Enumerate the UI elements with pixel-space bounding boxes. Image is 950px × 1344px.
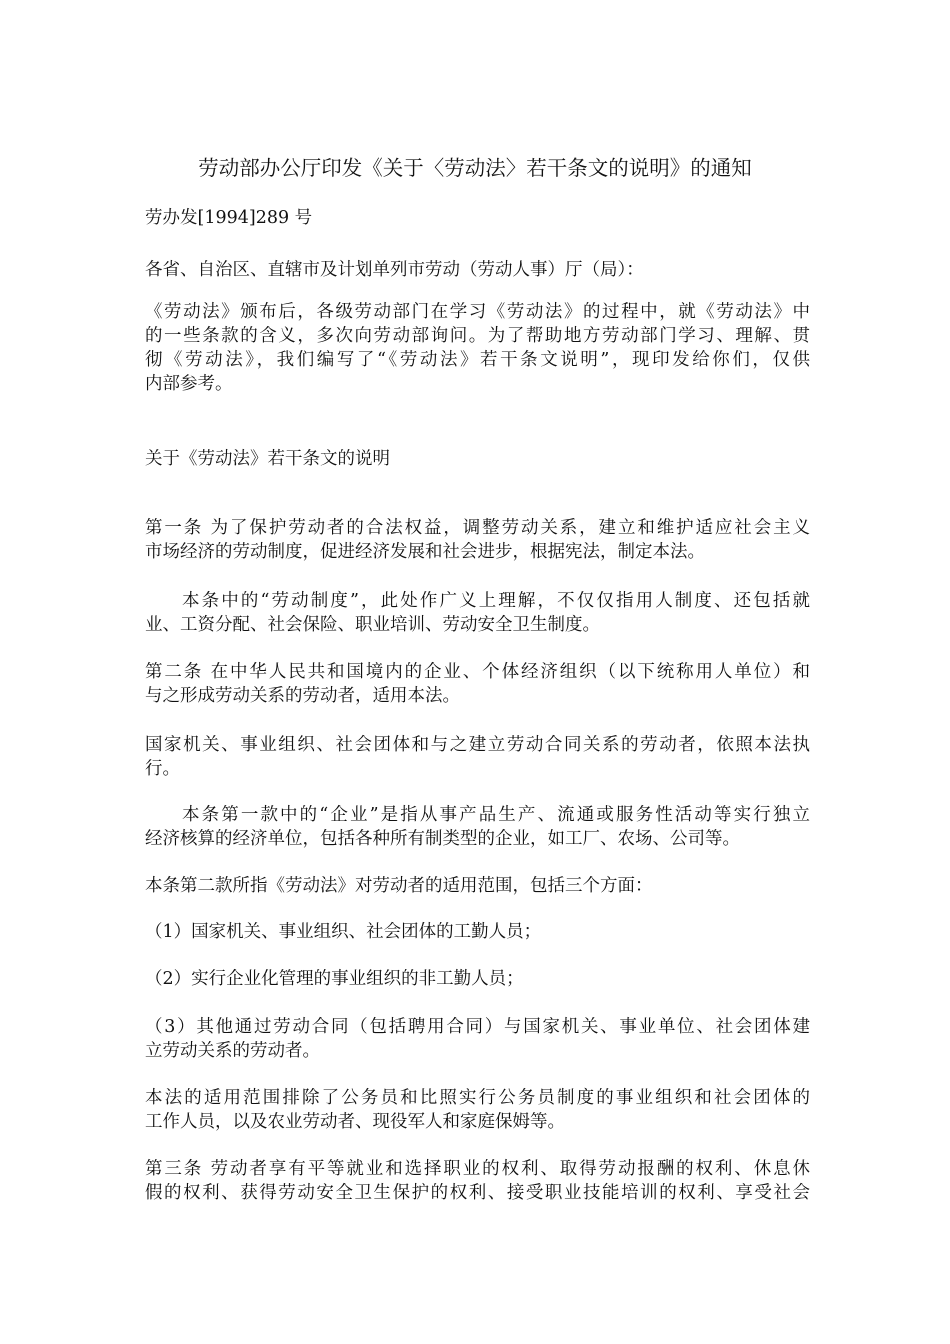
text-line: 第二条 在中华人民共和国境内的企业、个体经济组织（以下统称用人单位）和 <box>145 662 810 682</box>
scope-item-2: （2）实行企业化管理的事业组织的非工勤人员； <box>145 969 524 989</box>
text-line: 本条中的“劳动制度”，此处作广义上理解，不仅仅指用人制度、还包括就 <box>182 591 810 611</box>
text-line: 市场经济的劳动制度，促进经济发展和社会进步，根据宪法，制定本法。 <box>145 542 705 562</box>
text-line: 工作人员，以及农业劳动者、现役军人和家庭保姆等。 <box>145 1112 565 1132</box>
text-line: 《劳动法》颁布后，各级劳动部门在学习《劳动法》的过程中，就《劳动法》中 <box>145 302 810 322</box>
text-line: 假的权利、获得劳动安全卫生保护的权利、接受职业技能培训的权利、享受社会 <box>145 1183 810 1203</box>
text-line: 本条第一款中的“企业”是指从事产品生产、流通或服务性活动等实行独立 <box>182 805 810 825</box>
text-line: 经济核算的经济单位，包括各种所有制类型的企业，如工厂、农场、公司等。 <box>145 829 740 849</box>
text-line: 国家机关、事业组织、社会团体和与之建立劳动合同关系的劳动者，依照本法执 <box>145 735 810 755</box>
article-2-note-2: 本条第二款所指《劳动法》对劳动者的适用范围，包括三个方面： <box>145 876 653 896</box>
text-line: 第三条 劳动者享有平等就业和选择职业的权利、取得劳动报酬的权利、休息休 <box>145 1159 810 1179</box>
document-title: 劳动部办公厅印发《关于〈劳动法〉若干条文的说明》的通知 <box>198 156 752 180</box>
scope-item-1: （1）国家机关、事业组织、社会团体的工勤人员； <box>145 922 542 942</box>
text-line: 行。 <box>145 759 180 779</box>
text-line: 彻《劳动法》，我们编写了“《劳动法》若干条文说明”，现印发给你们，仅供 <box>145 350 810 370</box>
article-2-paragraph-2 <box>145 733 810 781</box>
section-subtitle: 关于《劳动法》若干条文的说明 <box>145 449 390 469</box>
article-1-note <box>145 589 810 637</box>
text-line: 业、工资分配、社会保险、职业培训、劳动安全卫生制度。 <box>145 615 600 635</box>
text-line: 与之形成劳动关系的劳动者，适用本法。 <box>145 686 460 706</box>
text-line: 第一条 为了保护劳动者的合法权益，调整劳动关系，建立和维护适应社会主义 <box>145 518 810 538</box>
scope-item-3 <box>145 1015 810 1063</box>
text-line: （3）其他通过劳动合同（包括聘用合同）与国家机关、事业单位、社会团体建 <box>145 1017 810 1037</box>
addressee: 各省、自治区、直辖市及计划单列市劳动（劳动人事）厅（局）： <box>145 260 644 280</box>
text-line: 立劳动关系的劳动者。 <box>145 1041 320 1061</box>
scope-exclusion <box>145 1086 810 1134</box>
text-line: 的一些条款的含义，多次向劳动部询问。为了帮助地方劳动部门学习、理解、贯 <box>145 326 810 346</box>
text-line: 内部参考。 <box>145 374 233 394</box>
article-1 <box>145 516 810 564</box>
article-2 <box>145 660 810 708</box>
intro-paragraph <box>145 300 810 396</box>
article-2-note-1 <box>145 803 810 851</box>
document-number: 劳办发[1994]289 号 <box>145 208 313 228</box>
text-line: 本法的适用范围排除了公务员和比照实行公务员制度的事业组织和社会团体的 <box>145 1088 810 1108</box>
article-3 <box>145 1157 810 1205</box>
